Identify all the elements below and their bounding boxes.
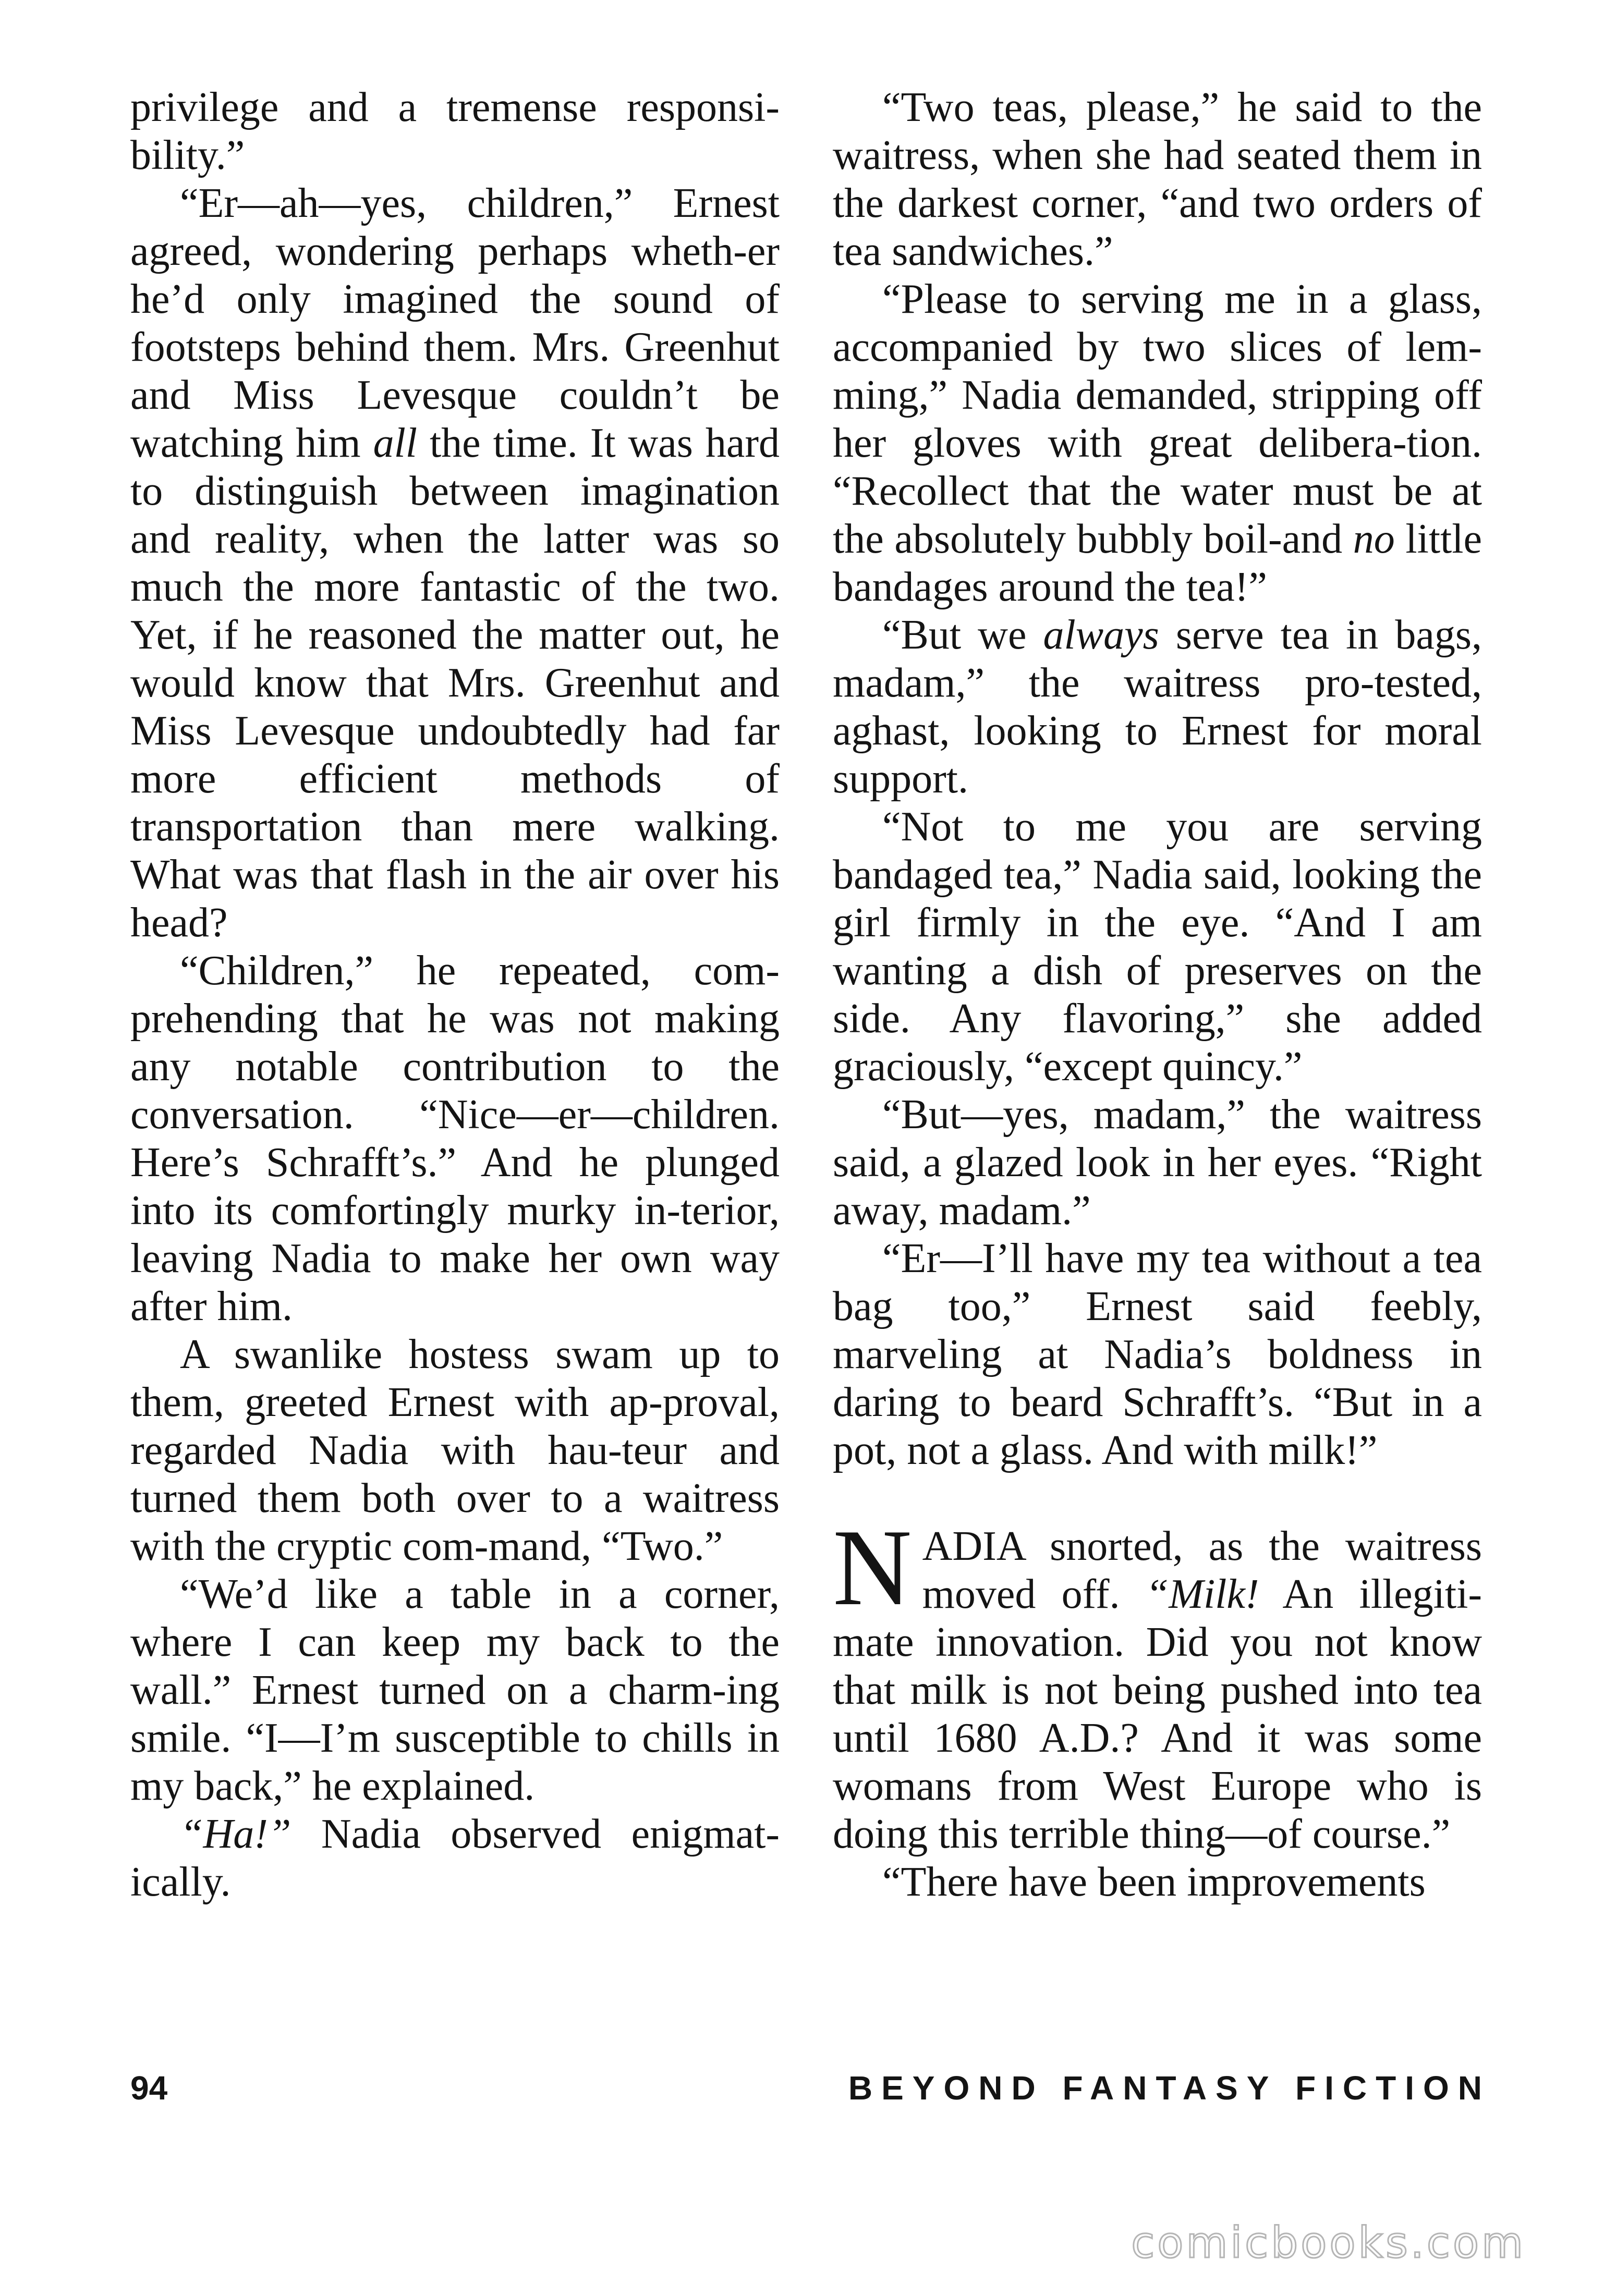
page-footer <box>130 2065 1491 2111</box>
watermark: comicbooks.com <box>1131 2218 1526 2268</box>
left-column <box>130 83 780 1906</box>
paragraph: “But—yes, madam,” the waitress said, a glazed look in her eyes. “Right away, madam.” <box>833 1092 1482 1234</box>
paragraph: “Two teas, please,” he said to the waitress, when she had seated them in the darkest corner, “and two orders of tea sandwiches.” <box>833 84 1482 274</box>
paragraph: “Children,” he repeated, com-prehending that he was not making any notable contribution to the conversation. “Nice—er—children. Here’s Schrafft’s.” And he plunged into its comfortingly murky in-terior, leaving Nadia to make her own way after him. <box>130 948 780 1329</box>
right-column <box>833 83 1482 1906</box>
section-opening-paragraph: NADIA snorted, as the waitress moved off. “Milk! An illegiti-mate innovation. Did you not know that milk is not being pushed into tea until 1680 A.D.? And it was some womans from West Europe who is doing this terrible thing—of course.” <box>833 1507 1482 1857</box>
paragraph: “Please to serving me in a glass, accompanied by two slices of lem-ming,” Nadia demanded, stripping off her gloves with great delibera-tion. “Recollect that the water must be at the absolutely bubbly boil-and no little bandages around the tea!” <box>833 276 1482 610</box>
drop-cap: N <box>833 1507 912 1628</box>
page-number: 94 <box>130 2069 168 2107</box>
paragraph: A swanlike hostess swam up to them, greeted Ernest with ap-proval, regarded Nadia with hau-teur and turned them both over to a waitress with the cryptic com-mand, “Two.” <box>130 1332 780 1569</box>
paragraph: “Er—I’ll have my tea without a tea bag too,” Ernest said feebly, marveling at Nadia’s boldness in daring to beard Schrafft’s. “But in a pot, not a glass. And with milk!” <box>833 1236 1482 1473</box>
magazine-title: BEYOND FANTASY FICTION <box>848 2069 1491 2107</box>
paragraph: “Not to me you are serving bandaged tea,” Nadia said, looking the girl firmly in the eye. “And I am wanting a dish of preserves on the side. Any flavoring,” she added graciously, “except quincy.” <box>833 804 1482 1090</box>
paragraph: privilege and a tremense responsi-bility.” <box>130 84 780 178</box>
paragraph: “There have been improvements <box>882 1859 1426 1905</box>
paragraph: “Ha!” Nadia observed enigmat-ically. <box>130 1811 780 1905</box>
paragraph: “We’d like a table in a corner, where I can keep my back to the wall.” Ernest turned on a charm-ing smile. “I—I’m susceptible to chills in my back,” he explained. <box>130 1571 780 1809</box>
paragraph: “Er—ah—yes, children,” Ernest agreed, wondering perhaps wheth-er he’d only imagined the sound of footsteps behind them. Mrs. Greenhut and Miss Levesque couldn’t be watching him all the time. It was hard to distinguish between imagination and reality, when the latter was so much the more fantastic of the two. Yet, if he reasoned the matter out, he would know that Mrs. Greenhut and Miss Levesque undoubtedly had far more efficient methods of transportation than mere walking. What was that flash in the air over his head? <box>130 180 780 946</box>
paragraph: “But we always serve tea in bags, madam,” the waitress pro-tested, aghast, looking to Ernest for moral support. <box>833 612 1483 802</box>
